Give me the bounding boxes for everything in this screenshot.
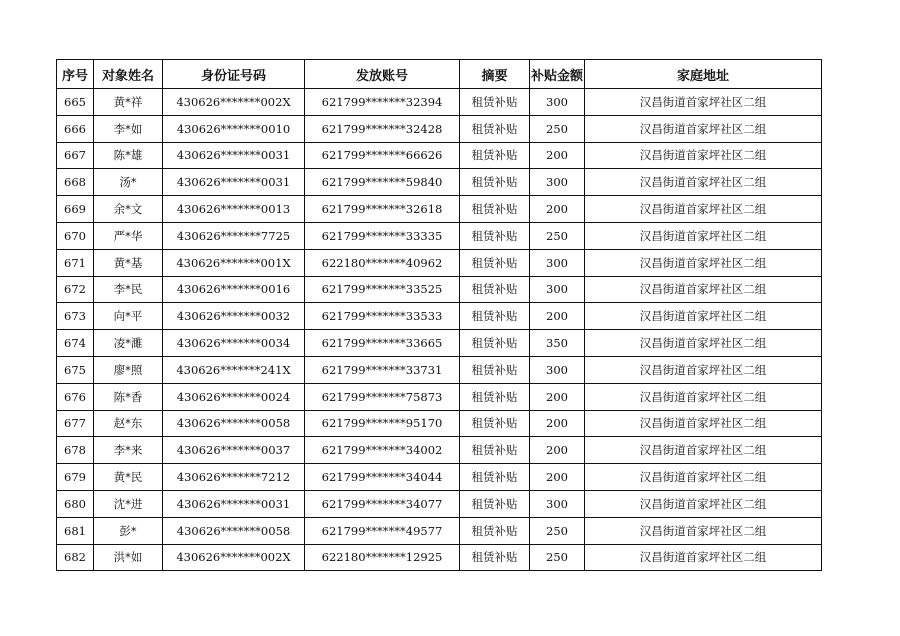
cell-name: 黄*基: [94, 249, 163, 276]
table-row: [57, 544, 822, 571]
cell-account: 622180*******40962: [305, 249, 460, 276]
header-summary: 摘要: [460, 60, 530, 89]
cell-address: 汉昌街道首家坪社区二组: [585, 196, 822, 223]
cell-address: 汉昌街道首家坪社区二组: [585, 276, 822, 303]
cell-summary: 租赁补贴: [460, 303, 530, 330]
cell-id-number: 430626*******002X: [163, 89, 305, 116]
cell-name: 严*华: [94, 222, 163, 249]
cell-summary: 租赁补贴: [460, 222, 530, 249]
cell-serial: 673: [57, 303, 94, 330]
cell-summary: 租赁补贴: [460, 410, 530, 437]
header-row: [57, 60, 822, 89]
cell-name: 黄*民: [94, 464, 163, 491]
cell-id-number: 430626*******001X: [163, 249, 305, 276]
cell-serial: 665: [57, 89, 94, 116]
cell-name: 凌*濉: [94, 330, 163, 357]
cell-name: 彭*: [94, 517, 163, 544]
cell-summary: 租赁补贴: [460, 169, 530, 196]
cell-id-number: 430626*******002X: [163, 544, 305, 571]
cell-address: 汉昌街道首家坪社区二组: [585, 89, 822, 116]
cell-id-number: 430626*******0034: [163, 330, 305, 357]
cell-address: 汉昌街道首家坪社区二组: [585, 115, 822, 142]
cell-amount: 300: [530, 89, 585, 116]
cell-account: 621799*******34077: [305, 490, 460, 517]
cell-summary: 租赁补贴: [460, 544, 530, 571]
cell-serial: 681: [57, 517, 94, 544]
table-row: [57, 517, 822, 544]
cell-summary: 租赁补贴: [460, 249, 530, 276]
table-row: [57, 356, 822, 383]
cell-serial: 670: [57, 222, 94, 249]
cell-id-number: 430626*******0058: [163, 410, 305, 437]
cell-amount: 200: [530, 303, 585, 330]
cell-account: 621799*******34044: [305, 464, 460, 491]
table-body: [57, 89, 822, 571]
cell-id-number: 430626*******0058: [163, 517, 305, 544]
cell-address: 汉昌街道首家坪社区二组: [585, 169, 822, 196]
cell-summary: 租赁补贴: [460, 142, 530, 169]
cell-name: 沈*进: [94, 490, 163, 517]
cell-name: 廖*照: [94, 356, 163, 383]
cell-amount: 300: [530, 276, 585, 303]
cell-amount: 200: [530, 410, 585, 437]
cell-id-number: 430626*******0037: [163, 437, 305, 464]
cell-id-number: 430626*******0031: [163, 142, 305, 169]
cell-account: 621799*******33731: [305, 356, 460, 383]
cell-name: 黄*祥: [94, 89, 163, 116]
cell-amount: 200: [530, 196, 585, 223]
cell-account: 621799*******59840: [305, 169, 460, 196]
cell-name: 陈*雄: [94, 142, 163, 169]
cell-serial: 674: [57, 330, 94, 357]
cell-name: 汤*: [94, 169, 163, 196]
table-header: [57, 60, 822, 89]
cell-address: 汉昌街道首家坪社区二组: [585, 544, 822, 571]
cell-id-number: 430626*******0010: [163, 115, 305, 142]
header-serial: 序号: [57, 60, 94, 89]
table-row: [57, 115, 822, 142]
cell-serial: 680: [57, 490, 94, 517]
cell-summary: 租赁补贴: [460, 517, 530, 544]
cell-id-number: 430626*******0031: [163, 169, 305, 196]
subsidy-roster-table: [56, 59, 822, 571]
cell-amount: 300: [530, 490, 585, 517]
cell-id-number: 430626*******0032: [163, 303, 305, 330]
cell-name: 洪*如: [94, 544, 163, 571]
cell-amount: 200: [530, 437, 585, 464]
cell-address: 汉昌街道首家坪社区二组: [585, 249, 822, 276]
cell-address: 汉昌街道首家坪社区二组: [585, 437, 822, 464]
cell-name: 向*平: [94, 303, 163, 330]
table-row: [57, 222, 822, 249]
table-row: [57, 410, 822, 437]
cell-account: 621799*******34002: [305, 437, 460, 464]
cell-id-number: 430626*******241X: [163, 356, 305, 383]
cell-amount: 300: [530, 356, 585, 383]
cell-summary: 租赁补贴: [460, 437, 530, 464]
cell-address: 汉昌街道首家坪社区二组: [585, 222, 822, 249]
cell-id-number: 430626*******0024: [163, 383, 305, 410]
cell-address: 汉昌街道首家坪社区二组: [585, 303, 822, 330]
table-row: [57, 330, 822, 357]
cell-amount: 300: [530, 249, 585, 276]
cell-account: 621799*******75873: [305, 383, 460, 410]
cell-address: 汉昌街道首家坪社区二组: [585, 356, 822, 383]
cell-summary: 租赁补贴: [460, 115, 530, 142]
table-row: [57, 89, 822, 116]
cell-id-number: 430626*******0031: [163, 490, 305, 517]
cell-serial: 679: [57, 464, 94, 491]
table-row: [57, 249, 822, 276]
cell-serial: 682: [57, 544, 94, 571]
cell-account: 621799*******33335: [305, 222, 460, 249]
table-row: [57, 142, 822, 169]
cell-address: 汉昌街道首家坪社区二组: [585, 330, 822, 357]
cell-id-number: 430626*******0013: [163, 196, 305, 223]
cell-address: 汉昌街道首家坪社区二组: [585, 517, 822, 544]
cell-summary: 租赁补贴: [460, 356, 530, 383]
cell-name: 李*如: [94, 115, 163, 142]
cell-amount: 200: [530, 464, 585, 491]
header-name: 对象姓名: [94, 60, 163, 89]
cell-name: 李*来: [94, 437, 163, 464]
cell-account: 621799*******33525: [305, 276, 460, 303]
cell-amount: 250: [530, 115, 585, 142]
cell-summary: 租赁补贴: [460, 490, 530, 517]
table-row: [57, 276, 822, 303]
cell-name: 余*文: [94, 196, 163, 223]
cell-amount: 250: [530, 544, 585, 571]
cell-address: 汉昌街道首家坪社区二组: [585, 142, 822, 169]
table-row: [57, 490, 822, 517]
table-row: [57, 303, 822, 330]
cell-id-number: 430626*******7725: [163, 222, 305, 249]
cell-summary: 租赁补贴: [460, 196, 530, 223]
cell-id-number: 430626*******0016: [163, 276, 305, 303]
cell-name: 李*民: [94, 276, 163, 303]
table-row: [57, 196, 822, 223]
table-row: [57, 437, 822, 464]
cell-account: 621799*******33665: [305, 330, 460, 357]
cell-amount: 250: [530, 222, 585, 249]
header-address: 家庭地址: [585, 60, 822, 89]
table-row: [57, 464, 822, 491]
cell-amount: 250: [530, 517, 585, 544]
cell-amount: 200: [530, 383, 585, 410]
cell-serial: 672: [57, 276, 94, 303]
cell-name: 赵*东: [94, 410, 163, 437]
cell-amount: 200: [530, 142, 585, 169]
cell-serial: 669: [57, 196, 94, 223]
cell-summary: 租赁补贴: [460, 464, 530, 491]
cell-account: 622180*******12925: [305, 544, 460, 571]
cell-account: 621799*******49577: [305, 517, 460, 544]
header-amount: 补贴金额: [530, 60, 585, 89]
cell-serial: 675: [57, 356, 94, 383]
cell-amount: 350: [530, 330, 585, 357]
cell-serial: 666: [57, 115, 94, 142]
cell-summary: 租赁补贴: [460, 330, 530, 357]
table-row: [57, 383, 822, 410]
table-row: [57, 169, 822, 196]
cell-account: 621799*******32428: [305, 115, 460, 142]
cell-serial: 671: [57, 249, 94, 276]
cell-summary: 租赁补贴: [460, 276, 530, 303]
header-id-number: 身份证号码: [163, 60, 305, 89]
cell-account: 621799*******32618: [305, 196, 460, 223]
cell-serial: 677: [57, 410, 94, 437]
header-account: 发放账号: [305, 60, 460, 89]
cell-account: 621799*******66626: [305, 142, 460, 169]
cell-address: 汉昌街道首家坪社区二组: [585, 383, 822, 410]
cell-address: 汉昌街道首家坪社区二组: [585, 464, 822, 491]
cell-account: 621799*******95170: [305, 410, 460, 437]
cell-address: 汉昌街道首家坪社区二组: [585, 410, 822, 437]
cell-serial: 676: [57, 383, 94, 410]
cell-name: 陈*香: [94, 383, 163, 410]
cell-amount: 300: [530, 169, 585, 196]
cell-serial: 668: [57, 169, 94, 196]
cell-summary: 租赁补贴: [460, 383, 530, 410]
cell-address: 汉昌街道首家坪社区二组: [585, 490, 822, 517]
cell-summary: 租赁补贴: [460, 89, 530, 116]
cell-account: 621799*******33533: [305, 303, 460, 330]
cell-account: 621799*******32394: [305, 89, 460, 116]
cell-id-number: 430626*******7212: [163, 464, 305, 491]
cell-serial: 678: [57, 437, 94, 464]
cell-serial: 667: [57, 142, 94, 169]
